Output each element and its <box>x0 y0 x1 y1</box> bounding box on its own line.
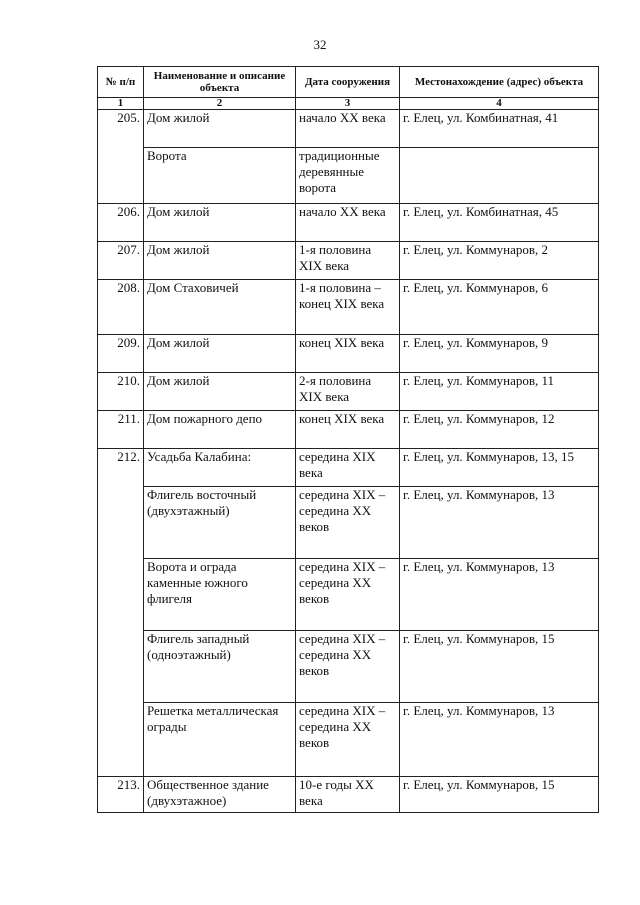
row-number: 208. <box>98 280 144 335</box>
object-location: г. Елец, ул. Комбинатная, 45 <box>400 204 599 242</box>
object-name: Дом жилой <box>144 110 296 148</box>
construction-date: середина XIX – середина XX веков <box>296 487 400 559</box>
header-date: Дата сооружения <box>296 67 400 98</box>
header-name: Наименование и описание объекта <box>144 67 296 98</box>
table-row <box>98 110 599 148</box>
heritage-objects-table <box>97 66 599 813</box>
object-name: Дом жилой <box>144 242 296 280</box>
table-row <box>98 242 599 280</box>
row-number: 212. <box>98 449 144 487</box>
column-number: 1 <box>98 98 144 110</box>
table-row <box>98 631 599 703</box>
table-row <box>98 335 599 373</box>
construction-date: середина XIX – середина XX веков <box>296 631 400 703</box>
row-number: 207. <box>98 242 144 280</box>
object-location: г. Елец, ул. Коммунаров, 13, 15 <box>400 449 599 487</box>
table-header-row <box>98 67 599 98</box>
table-row <box>98 487 599 559</box>
row-number: 213. <box>98 777 144 813</box>
object-location: г. Елец, ул. Коммунаров, 15 <box>400 631 599 703</box>
row-number <box>98 559 144 631</box>
table-row <box>98 204 599 242</box>
object-name: Общественное здание (двухэтажное) <box>144 777 296 813</box>
table-row <box>98 280 599 335</box>
object-name: Усадьба Калабина: <box>144 449 296 487</box>
object-location: г. Елец, ул. Комбинатная, 41 <box>400 110 599 148</box>
construction-date: 10-е годы XX века <box>296 777 400 813</box>
object-location: г. Елец, ул. Коммунаров, 11 <box>400 373 599 411</box>
column-number: 4 <box>400 98 599 110</box>
column-number: 2 <box>144 98 296 110</box>
header-location: Местонахождение (адрес) объекта <box>400 67 599 98</box>
object-location: г. Елец, ул. Коммунаров, 13 <box>400 487 599 559</box>
header-num: № п/п <box>98 67 144 98</box>
construction-date: конец XIX века <box>296 335 400 373</box>
construction-date: начало XX века <box>296 204 400 242</box>
page-number: 32 <box>313 37 327 52</box>
row-number: 210. <box>98 373 144 411</box>
construction-date: 1-я половина XIX века <box>296 242 400 280</box>
object-name: Флигель западный (одноэтажный) <box>144 631 296 703</box>
object-name: Решетка металлическая ограды <box>144 703 296 777</box>
object-location: г. Елец, ул. Коммунаров, 13 <box>400 703 599 777</box>
table-row <box>98 777 599 813</box>
object-location: г. Елец, ул. Коммунаров, 9 <box>400 335 599 373</box>
object-location: г. Елец, ул. Коммунаров, 2 <box>400 242 599 280</box>
table-row <box>98 148 599 204</box>
row-number: 205. <box>98 110 144 148</box>
row-number: 206. <box>98 204 144 242</box>
object-name: Дом жилой <box>144 204 296 242</box>
object-name: Дом жилой <box>144 335 296 373</box>
object-name: Флигель восточный (двухэтажный) <box>144 487 296 559</box>
table-row <box>98 449 599 487</box>
row-number <box>98 631 144 703</box>
row-number: 209. <box>98 335 144 373</box>
object-location: г. Елец, ул. Коммунаров, 12 <box>400 411 599 449</box>
object-name: Ворота и ограда каменные южного флигеля <box>144 559 296 631</box>
construction-date: 2-я половина XIX века <box>296 373 400 411</box>
construction-date: 1-я половина – конец XIX века <box>296 280 400 335</box>
row-number <box>98 703 144 777</box>
column-number-row <box>98 98 599 110</box>
object-location: г. Елец, ул. Коммунаров, 13 <box>400 559 599 631</box>
object-location: г. Елец, ул. Коммунаров, 6 <box>400 280 599 335</box>
object-location: г. Елец, ул. Коммунаров, 15 <box>400 777 599 813</box>
table-row <box>98 703 599 777</box>
object-name: Дом Стаховичей <box>144 280 296 335</box>
construction-date: начало XX века <box>296 110 400 148</box>
column-number: 3 <box>296 98 400 110</box>
row-number <box>98 148 144 204</box>
table-row <box>98 559 599 631</box>
row-number: 211. <box>98 411 144 449</box>
construction-date: середина XIX – середина XX веков <box>296 703 400 777</box>
object-name: Дом пожарного депо <box>144 411 296 449</box>
construction-date: конец XIX века <box>296 411 400 449</box>
construction-date: середина XIX – середина XX веков <box>296 559 400 631</box>
object-name: Дом жилой <box>144 373 296 411</box>
table-row <box>98 373 599 411</box>
row-number <box>98 487 144 559</box>
object-name: Ворота <box>144 148 296 204</box>
construction-date: традиционные деревянные ворота <box>296 148 400 204</box>
construction-date: середина XIX века <box>296 449 400 487</box>
table-row <box>98 411 599 449</box>
object-location <box>400 148 599 204</box>
